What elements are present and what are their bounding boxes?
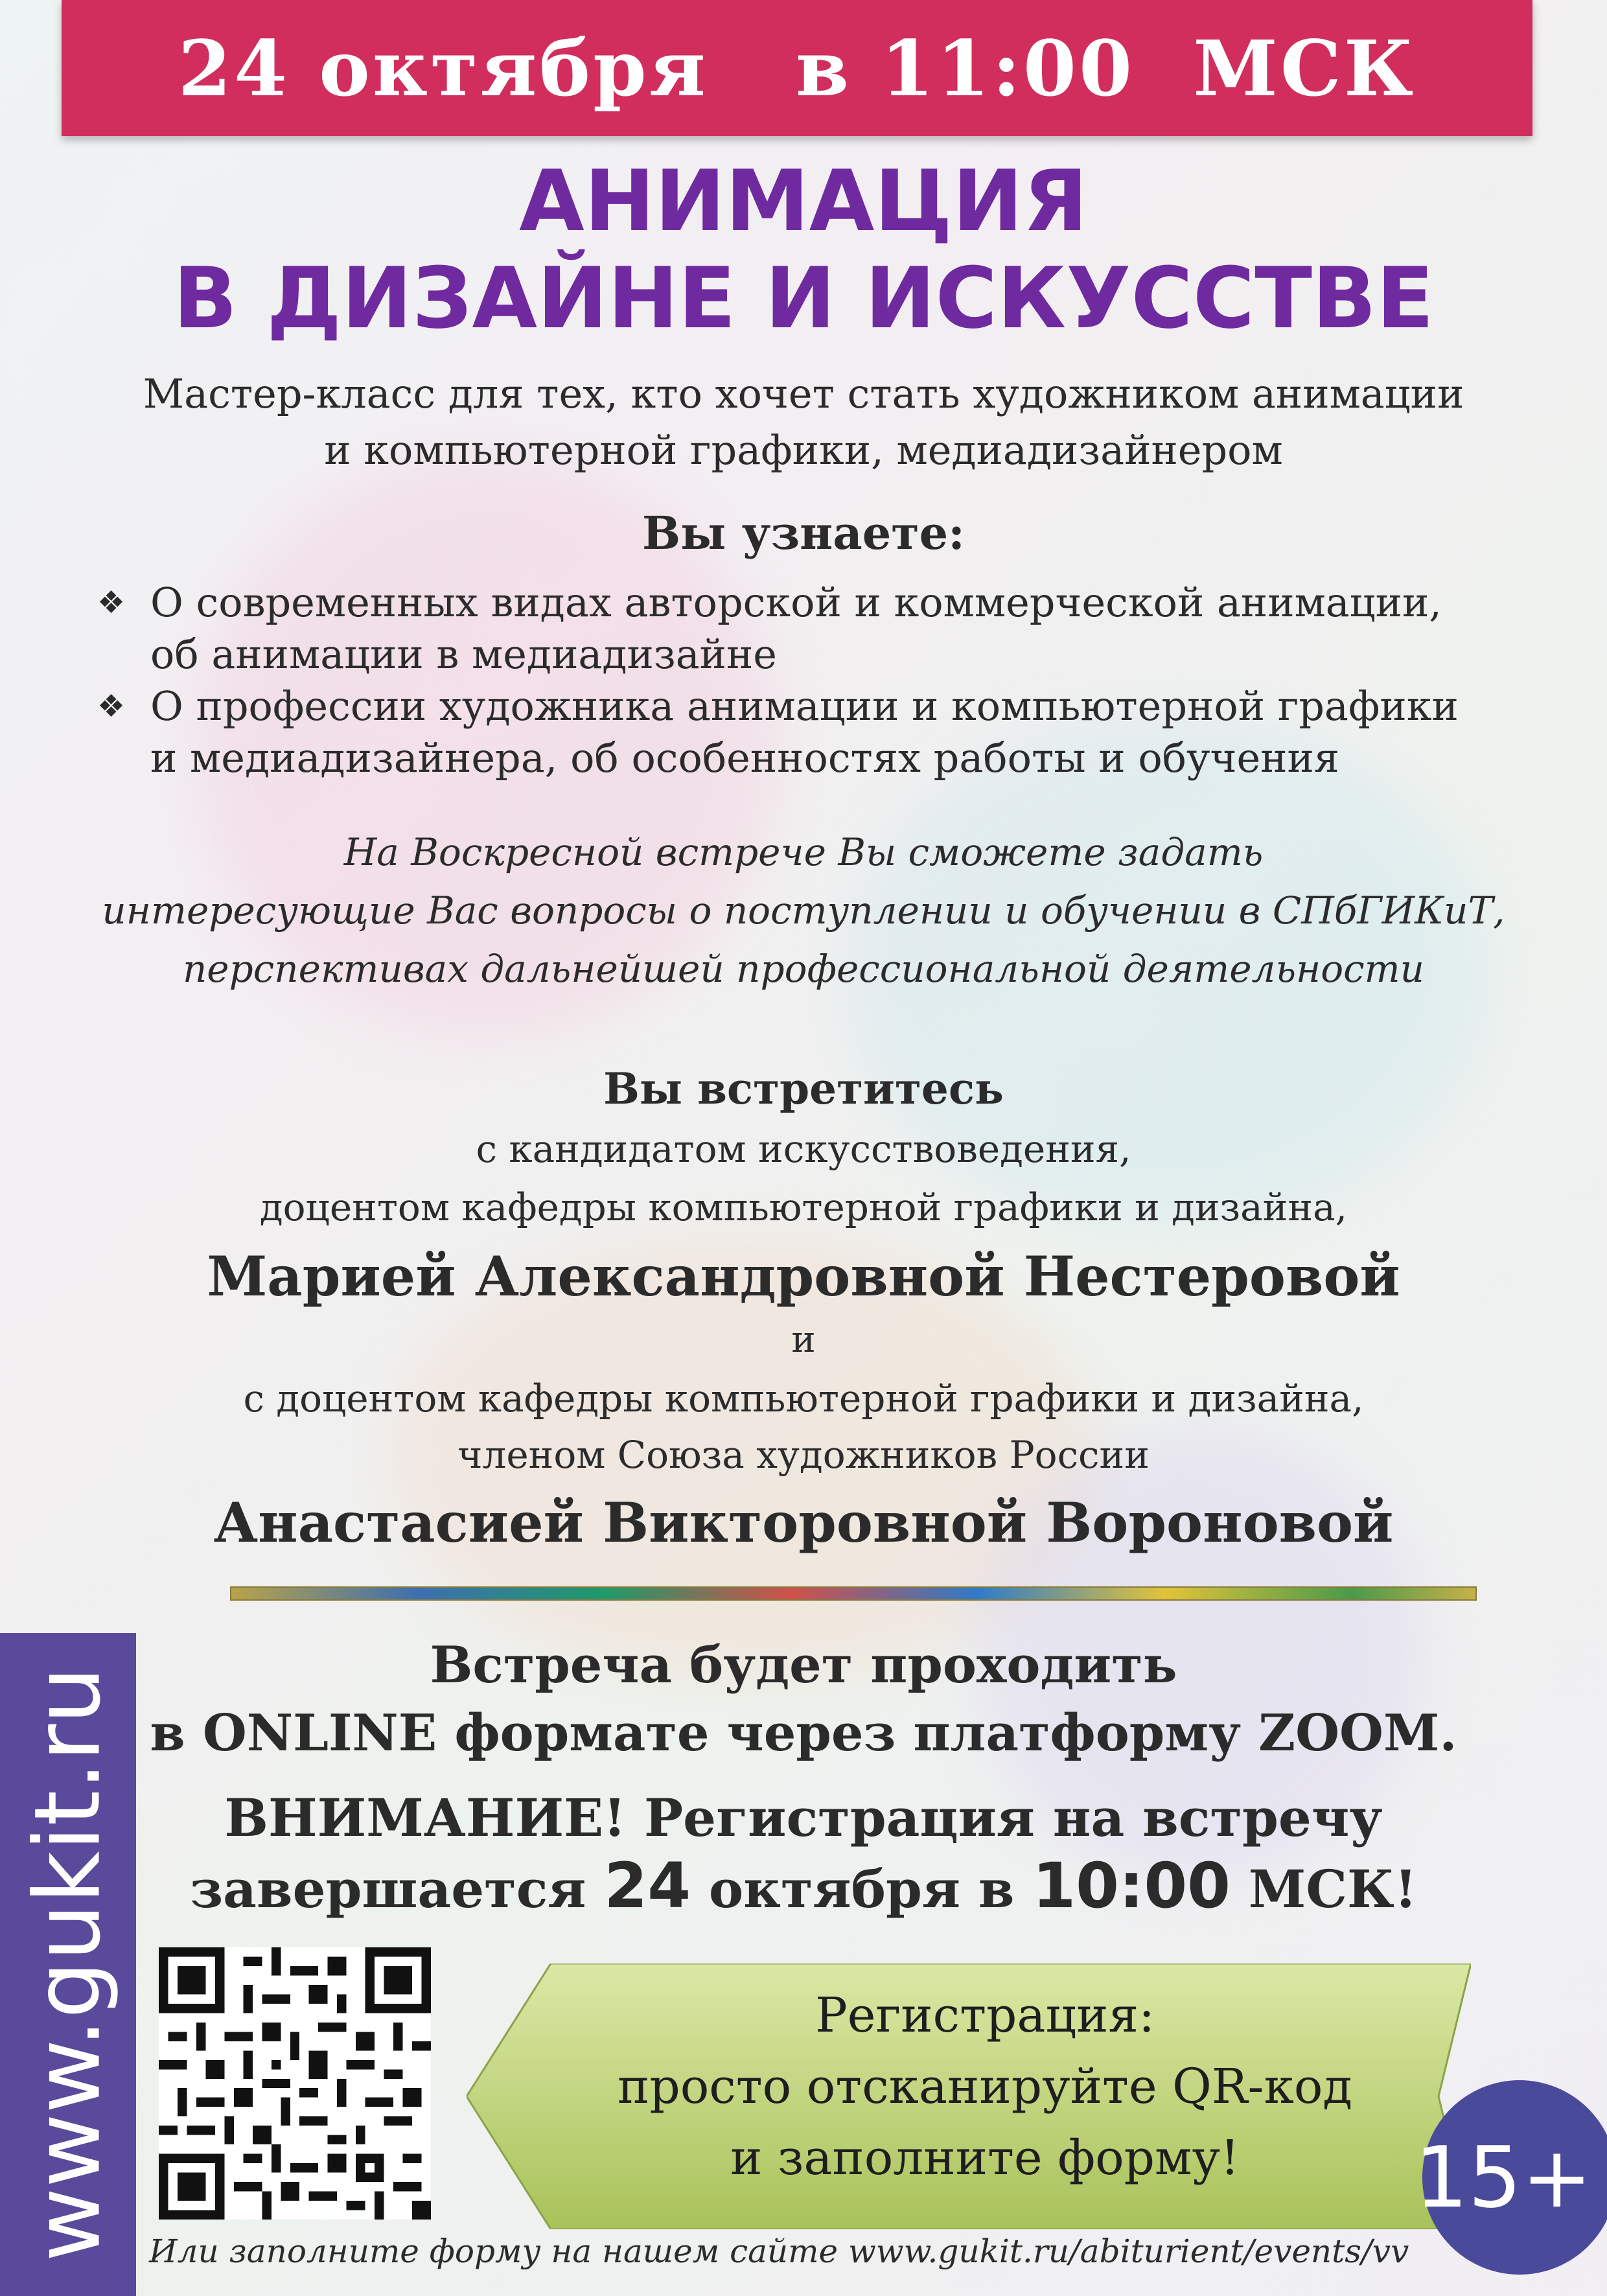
footer-site-link[interactable]: Или заполните форму на нашем сайте www.gukit.ru/abiturient/events/vv [149,2232,1409,2270]
online-line3: ВНИМАНИЕ! Регистрация на встречу [224,1787,1383,1848]
speaker1-desc1: с кандидатом искусствоведения, [476,1127,1131,1171]
speaker1-desc2: доцентом кафедры компьютерной графики и дизайна, [259,1185,1348,1229]
online-line2: в ONLINE формате через платформу ZOOM. [150,1704,1457,1763]
age-rating-badge [1414,2080,1607,2275]
date-banner-text: 24 октября в 11:00 МСК [178,23,1416,113]
sunday-line3: перспективах дальнейшей профессиональной деятельности [182,947,1425,991]
registration-line1: Регистрация: [815,1988,1155,2043]
bullet-diamond-icon: ❖ [97,585,126,621]
meet-heading: Вы встретитесь [603,1063,1004,1114]
age-rating-label: 15+ [1414,2128,1593,2227]
online-line4-e: МСК! [1230,1859,1417,1919]
event-title-line1: АНИМАЦИЯ [519,152,1088,250]
learn-bullet-1 [97,577,1523,687]
online-line4-c: октября в [690,1859,1033,1919]
decorative-divider [230,1586,1477,1601]
sunday-line2: интересующие Вас вопросы о поступлении и обучении в СПбГИКиТ, [102,888,1505,933]
date-banner [62,0,1532,136]
intro-line1: Мастер-класс для тех, кто хочет стать художником анимации [143,370,1464,417]
learn-bullet-2 [97,680,1523,791]
qr-code[interactable] [159,1947,431,2220]
learn-bullet-1-line2: об анимации в медиадизайне [150,631,777,678]
registration-line3: и заполните форму! [730,2130,1240,2186]
bullet-diamond-icon: ❖ [97,688,126,725]
intro-line2: и компьютерной графики, медиадизайнером [324,426,1283,474]
speaker2-name: Анастасией Викторовной Вороновой [213,1490,1394,1555]
learn-heading: Вы узнаете: [642,506,965,560]
deadline-time: 10:00 [1032,1850,1231,1922]
learn-bullet-1-line1: О современных видах авторской и коммерческой анимации, [150,579,1442,626]
deadline-date: 24 [604,1850,691,1922]
event-title-line2: В ДИЗАЙНЕ И ИСКУССТВЕ [173,249,1434,347]
online-line4 [0,1850,1607,1925]
online-line4-a: завершается [190,1859,605,1919]
learn-bullet-2-line2: и медиадизайнера, об особенностях работы и обучения [150,734,1339,782]
online-line1: Встреча будет проходить [430,1636,1177,1695]
speakers-and: и [791,1319,816,1361]
registration-text [538,1980,1432,2194]
learn-bullet-2-line1: О профессии художника анимации и компьютерной графики [150,682,1459,730]
side-strip [0,1633,136,2296]
sunday-line1: На Воскресной встрече Вы сможете задать [343,830,1264,874]
site-url-vertical: www.gukit.ru [15,1666,121,2262]
speaker2-desc2: членом Союза художников России [457,1433,1150,1477]
speaker2-desc1: с доцентом кафедры компьютерной графики и дизайна, [243,1376,1364,1421]
speaker1-name: Марией Александровной Нестеровой [207,1244,1400,1308]
registration-line2: просто отсканируйте QR-код [618,2059,1352,2115]
